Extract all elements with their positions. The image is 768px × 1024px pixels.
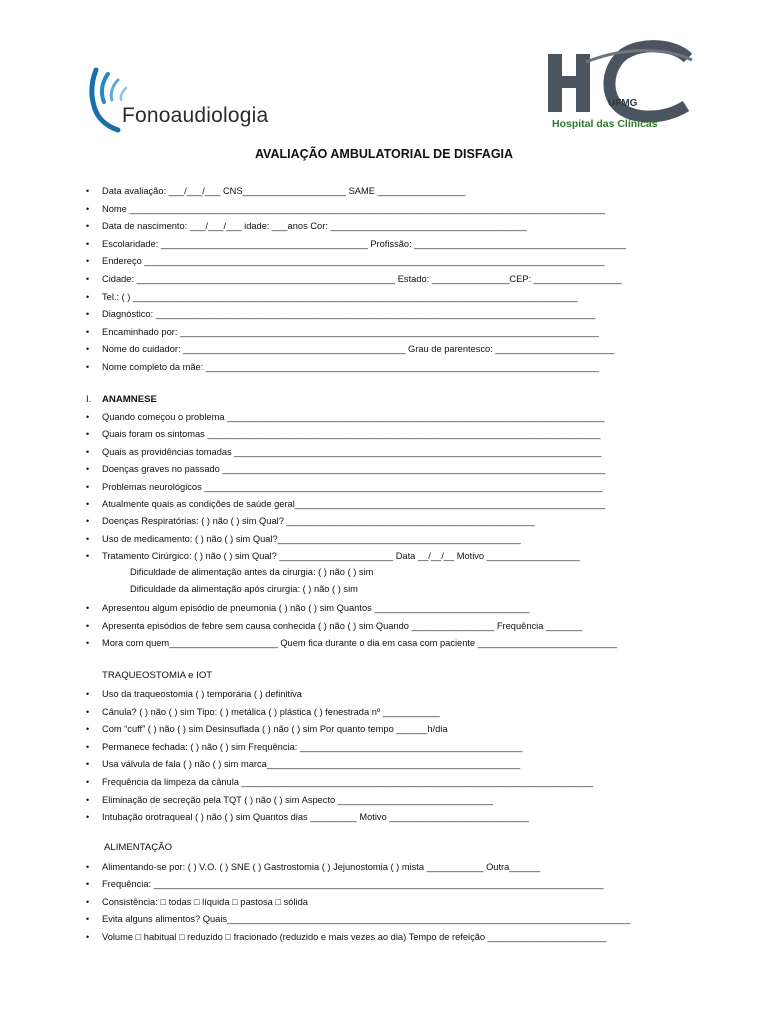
bullet-icon: • (86, 812, 90, 823)
field-label: Uso da traqueostomia ( ) temporária ( ) definitiva (102, 689, 302, 699)
form-field-row[interactable] (86, 687, 692, 701)
anamnese-heading: ANAMNESE (102, 394, 157, 405)
field-label: Tel.: ( ) ______________________________________________________________________________________ (102, 291, 578, 302)
form-field-row[interactable] (86, 445, 692, 459)
bullet-icon: • (86, 620, 90, 631)
bullet-icon: • (86, 931, 90, 942)
bullet-icon: • (86, 481, 90, 492)
form-field-row[interactable] (86, 360, 692, 374)
form-field-row[interactable] (86, 810, 692, 824)
field-label: Frequência da limpeza da cânula ____________________________________________________________________ (102, 777, 594, 787)
field-label: Doenças Respiratórias: ( ) não ( ) sim Qual? ________________________________________________ (102, 516, 535, 527)
fonoaudiologia-logo (82, 66, 272, 136)
form-field-row[interactable] (86, 325, 692, 339)
field-label: Nome ____________________________________________________________________________________________ (102, 203, 606, 214)
bullet-icon: • (86, 499, 90, 509)
form-field-row[interactable] (86, 514, 692, 528)
field-label: Apresenta episódios de febre sem causa conhecida ( ) não ( ) sim Quando ________________ Frequência _______ (102, 620, 583, 631)
field-label: Quais foram os sintomas ____________________________________________________________________________ (102, 429, 601, 440)
field-label: Problemas neurológicos _____________________________________________________________________________ (102, 481, 603, 492)
field-label: Doenças graves no passado __________________________________________________________________________ (102, 464, 606, 475)
bullet-icon: • (86, 551, 90, 562)
field-label: Dificuldade da alimentação após cirurgia: ( ) não ( ) sim (130, 584, 358, 595)
field-label: Encaminhado por: _________________________________________________________________________________ (102, 326, 599, 337)
bullet-icon: • (86, 221, 90, 232)
form-field-row[interactable] (86, 462, 692, 476)
field-label: Nome completo da mãe: ____________________________________________________________________________ (102, 362, 599, 372)
field-label: Intubação orotraqueal ( ) não ( ) sim Quantos dias _________ Motivo ___________________________ (102, 812, 529, 823)
field-label: Alimentando-se por: ( ) V.O. ( ) SNE ( ) Gastrostomia ( ) Jejunostomia ( ) mista ___________ Outra______ (102, 862, 541, 872)
anamnese-numeral: I. (86, 394, 92, 405)
bullet-icon: • (86, 412, 90, 422)
field-label: Tratamento Cirúrgico: ( ) não ( ) sim Qual? ______________________ Data __/__/__ Motivo __________________ (102, 551, 580, 562)
bullet-icon: • (86, 794, 90, 805)
form-field-row[interactable] (86, 202, 692, 216)
hc-ufmg-text: UFMG (608, 98, 638, 109)
field-label: Quais as providências tomadas _______________________________________________________________________ (102, 446, 602, 457)
form-field-row[interactable] (86, 636, 692, 650)
form-field-row[interactable] (86, 912, 692, 926)
field-label: Com “cuff” ( ) não ( ) sim Desinsuflada ( ) não ( ) sim Por quanto tempo ______h/dia (102, 724, 448, 735)
field-label: Escolaridade: ________________________________________ Profissão: _________________________________________ (102, 238, 627, 249)
alimentacao-heading: ALIMENTAÇÃO (104, 842, 173, 853)
form-field-row[interactable] (86, 601, 692, 615)
form-field-row[interactable] (86, 219, 692, 233)
bullet-icon: • (86, 256, 90, 267)
bullet-icon: • (86, 309, 90, 320)
field-label: Consistência: □ todas □ líquida □ pastosa □ sólida (102, 896, 308, 907)
field-label: Data avaliação: ___/___/___ CNS____________________ SAME _________________ (102, 186, 466, 196)
bullet-icon: • (86, 516, 90, 527)
bullet-icon: • (86, 533, 90, 544)
field-label: Mora com quem_____________________ Quem fica durante o dia em casa com paciente ___________________________ (102, 638, 618, 649)
bullet-icon: • (86, 896, 90, 907)
field-label: Uso de medicamento: ( ) não ( ) sim Qual?_______________________________________________ (102, 533, 521, 544)
bullet-icon: • (86, 464, 90, 475)
bullet-icon: • (86, 446, 90, 457)
bullet-icon: • (86, 879, 90, 890)
bullet-icon: • (86, 603, 90, 613)
bullet-icon: • (86, 741, 90, 752)
field-label: Diagnóstico: _____________________________________________________________________________________ (102, 309, 596, 320)
field-label: Quando começou o problema _________________________________________________________________________ (102, 412, 605, 422)
form-field-row[interactable] (86, 619, 692, 633)
bullet-icon: • (86, 291, 90, 302)
field-label: Usa válvula de fala ( ) não ( ) sim marca_________________________________________________ (102, 759, 521, 770)
bullet-icon: • (86, 362, 90, 372)
bullet-icon: • (86, 203, 90, 214)
field-label: Data de nascimento: ___/___/___ idade: ___anos Cor: ______________________________________ (102, 221, 527, 232)
form-field-row[interactable] (86, 930, 692, 944)
form-field-row[interactable] (86, 254, 692, 268)
form-field-row[interactable] (86, 184, 692, 198)
bullet-icon: • (86, 429, 90, 440)
bullet-icon: • (86, 862, 90, 872)
form-field-row[interactable] (86, 775, 692, 789)
form-field-row[interactable] (86, 740, 692, 754)
form-field-row[interactable] (86, 237, 692, 251)
form-field-row[interactable] (86, 895, 692, 909)
bullet-icon: • (86, 914, 90, 925)
bullet-icon: • (86, 638, 90, 649)
field-label: Frequência: _______________________________________________________________________________________ (102, 879, 604, 890)
bullet-icon: • (86, 238, 90, 249)
sub-question-row[interactable] (130, 567, 373, 577)
form-field-row[interactable] (86, 549, 692, 563)
bullet-icon: • (86, 344, 90, 355)
field-label: Evita alguns alimentos? Quais______________________________________________________________________________ (102, 914, 631, 925)
bullet-icon: • (86, 777, 90, 787)
field-label: Volume □ habitual □ reduzido □ fracionado (reduzido e mais vezes ao dia) Tempo de refeição _______________________ (102, 931, 607, 942)
field-label: Apresentou algum episódio de pneumonia ( ) não ( ) sim Quantos ______________________________ (102, 603, 530, 613)
bullet-icon: • (86, 689, 90, 699)
form-field-row[interactable] (86, 272, 692, 286)
form-field-row[interactable] (86, 757, 692, 771)
hc-caption: Hospital das Clínicas (552, 118, 658, 130)
field-label: Cidade: __________________________________________________ Estado: _______________CEP: _________________ (102, 274, 622, 284)
bullet-icon: • (86, 706, 90, 717)
bullet-icon: • (86, 759, 90, 770)
form-field-row[interactable] (86, 860, 692, 874)
traqueostomia-heading: TRAQUEOSTOMIA e IOT (102, 670, 213, 681)
hc-ufmg-logo (546, 40, 696, 132)
bullet-icon: • (86, 724, 90, 735)
field-label: Endereço _________________________________________________________________________________________ (102, 256, 605, 267)
bullet-icon: • (86, 274, 90, 284)
fono-logo-text: Fonoaudiologia (122, 104, 269, 127)
form-field-row[interactable] (86, 722, 692, 736)
form-field-row[interactable] (86, 705, 692, 719)
form-field-row[interactable] (86, 410, 692, 424)
form-field-row[interactable] (86, 532, 692, 546)
form-field-row[interactable] (86, 793, 692, 807)
form-field-row[interactable] (86, 307, 692, 321)
form-field-row[interactable] (86, 427, 692, 441)
bullet-icon: • (86, 186, 90, 196)
form-title: AVALIAÇÃO AMBULATORIAL DE DISFAGIA (254, 147, 514, 161)
field-label: Cânula? ( ) não ( ) sim Tipo: ( ) metálica ( ) plástica ( ) fenestrada nº ___________ (102, 706, 440, 717)
form-field-row[interactable] (86, 497, 692, 511)
field-label: Atualmente quais as condições de saúde geral____________________________________________________________ (102, 499, 606, 509)
field-label: Dificuldade de alimentação antes da cirurgia: ( ) não ( ) sim (130, 567, 374, 577)
field-label: Eliminação de secreção pela TQT ( ) não ( ) sim Aspecto ______________________________ (102, 794, 493, 805)
field-label: Nome do cuidador: ___________________________________________ Grau de parentesco: _______________________ (102, 344, 615, 355)
form-field-row[interactable] (86, 877, 692, 891)
form-field-row[interactable] (86, 342, 692, 356)
field-label: Permanece fechada: ( ) não ( ) sim Frequência: ___________________________________________ (102, 741, 523, 752)
form-field-row[interactable] (86, 480, 692, 494)
bullet-icon: • (86, 326, 90, 337)
sub-question-row[interactable] (130, 584, 358, 594)
form-field-row[interactable] (86, 290, 692, 304)
